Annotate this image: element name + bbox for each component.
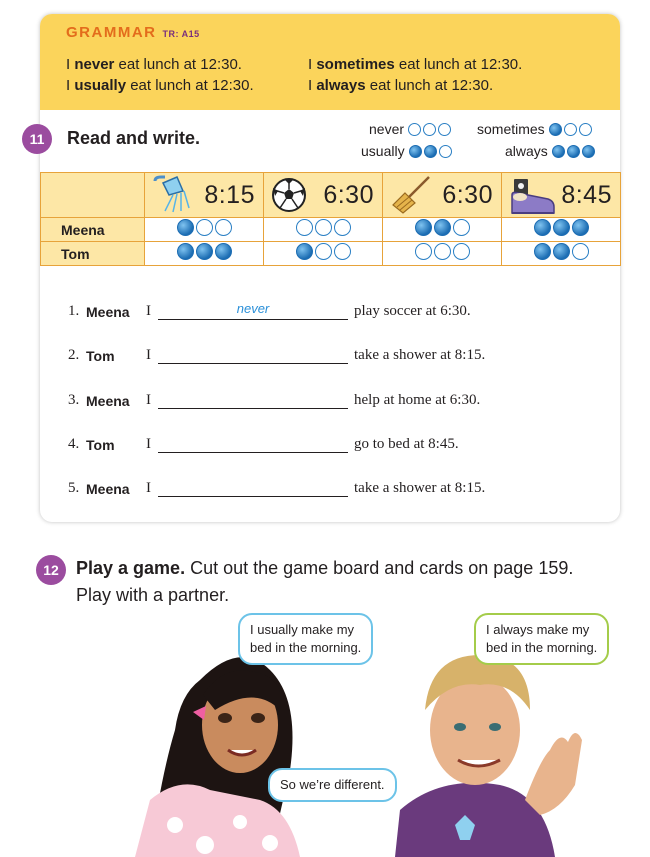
empty-dot [438, 123, 451, 136]
sentence-rest: go to bed at 8:45. [354, 436, 459, 452]
key-usually [361, 143, 452, 159]
grammar-title [66, 24, 200, 41]
grammar-line-always [308, 77, 493, 94]
filled-dot [534, 219, 551, 236]
frequency-dots [549, 123, 592, 136]
empty-dot [434, 243, 451, 260]
filled-dot [424, 145, 437, 158]
instruction-text: Cut out the game board and cards on page 159. [185, 558, 574, 578]
filled-dot [567, 145, 580, 158]
filled-dot [415, 219, 432, 236]
answer-blank[interactable] [158, 391, 348, 409]
table-corner [41, 173, 145, 218]
empty-dot [334, 219, 351, 236]
answer-blank[interactable] [158, 346, 348, 364]
filled-dot [552, 145, 565, 158]
frequency-dots [177, 219, 232, 236]
grammar-line-usually [66, 77, 254, 94]
empty-dot [196, 219, 213, 236]
frequency-dots [409, 145, 452, 158]
sentence-number: 5. [68, 480, 80, 496]
frequency-cell [264, 218, 383, 242]
frequency-dots [534, 243, 589, 260]
empty-dot [408, 123, 421, 136]
row-name: Meena [41, 218, 145, 242]
filled-dot [549, 123, 562, 136]
grammar-adverb: never [74, 56, 115, 73]
filled-dot [409, 145, 422, 158]
sentence-name: Tom [86, 348, 115, 364]
answer-blank[interactable] [158, 479, 348, 497]
empty-dot [453, 243, 470, 260]
track-number: TR: A15 [162, 29, 200, 39]
column-bed [502, 173, 621, 218]
column-soccer [264, 173, 383, 218]
sentence-number: 1. [68, 303, 80, 319]
grammar-line-never [66, 56, 242, 73]
exercise-number-badge: 12 [36, 555, 66, 585]
empty-dot [564, 123, 577, 136]
speech-bubble-boy [474, 613, 609, 665]
speech-bubble-girl [238, 613, 373, 665]
grammar-post: eat lunch at 12:30. [394, 56, 523, 73]
frequency-cell [502, 242, 621, 266]
column-time: 6:30 [323, 180, 374, 209]
sentence-4 [68, 435, 459, 453]
filled-dot [572, 219, 589, 236]
key-label: sometimes [477, 121, 545, 137]
exercise-title: Read and write. [67, 128, 201, 148]
bubble-line: I usually make my [250, 622, 355, 637]
frequency-cell [145, 242, 264, 266]
grammar-adverb: usually [74, 77, 127, 94]
sentence-name: Meena [86, 393, 130, 409]
frequency-dots [552, 145, 595, 158]
column-time: 8:45 [561, 180, 612, 209]
sentence-name: Tom [86, 437, 115, 453]
empty-dot [453, 219, 470, 236]
sentence-3 [68, 391, 480, 409]
filled-dot [582, 145, 595, 158]
grammar-post: eat lunch at 12:30. [365, 77, 494, 94]
empty-dot [579, 123, 592, 136]
filled-dot [553, 219, 570, 236]
frequency-cell [145, 218, 264, 242]
filled-dot [534, 243, 551, 260]
key-label: always [505, 143, 548, 159]
sentence-2 [68, 346, 485, 364]
empty-dot [296, 219, 313, 236]
frequency-cell [502, 218, 621, 242]
key-always [505, 143, 595, 159]
sentence-name: Meena [86, 481, 130, 497]
bubble-line: bed in the morning. [250, 640, 362, 655]
frequency-cell [383, 218, 502, 242]
sentence-subject: I [146, 347, 151, 363]
sentence-name: Meena [86, 304, 130, 320]
column-time: 6:30 [442, 180, 493, 209]
sentence-5 [68, 479, 485, 497]
grammar-post: eat lunch at 12:30. [126, 77, 254, 94]
soccer-ball-icon [270, 176, 308, 214]
column-time: 8:15 [204, 180, 255, 209]
exercise-instruction [76, 558, 573, 579]
sentence-1 [68, 302, 471, 320]
exercise-title: Play a game. [76, 558, 186, 578]
grammar-line-sometimes [308, 56, 522, 73]
bubble-line: bed in the morning. [486, 640, 598, 655]
bed-icon [508, 175, 556, 215]
grammar-pre: I [66, 77, 75, 94]
filled-dot [215, 243, 232, 260]
empty-dot [439, 145, 452, 158]
filled-dot [196, 243, 213, 260]
key-label: usually [361, 143, 405, 159]
sentence-number: 4. [68, 436, 80, 452]
sentence-rest: help at home at 6:30. [354, 392, 481, 408]
bubble-line: I always make my [486, 622, 590, 637]
bubble-line: So we’re different. [280, 777, 385, 792]
frequency-dots [534, 219, 589, 236]
filled-dot [553, 243, 570, 260]
shower-icon [151, 175, 201, 215]
empty-dot [423, 123, 436, 136]
grammar-pre: I [308, 56, 317, 73]
grammar-adverb: sometimes [316, 56, 395, 73]
grammar-post: eat lunch at 12:30. [114, 56, 242, 73]
filled-dot [434, 219, 451, 236]
frequency-dots [408, 123, 451, 136]
frequency-dots [415, 243, 470, 260]
empty-dot [415, 243, 432, 260]
row-name: Tom [41, 242, 145, 266]
sentence-number: 3. [68, 392, 80, 408]
answer-blank[interactable] [158, 435, 348, 453]
sentence-number: 2. [68, 347, 80, 363]
sentence-subject: I [146, 392, 151, 408]
filled-dot [177, 219, 194, 236]
sentence-subject: I [146, 436, 151, 452]
frequency-cell [264, 242, 383, 266]
empty-dot [315, 243, 332, 260]
frequency-cell [383, 242, 502, 266]
key-never [369, 121, 451, 137]
exercise-number-badge: 11 [22, 124, 52, 154]
frequency-table [40, 172, 621, 266]
answer-blank[interactable]: never [158, 302, 348, 320]
grammar-label: GRAMMAR [66, 24, 157, 41]
column-broom [383, 173, 502, 218]
frequency-dots [415, 219, 470, 236]
frequency-dots [177, 243, 232, 260]
sentence-rest: play soccer at 6:30. [354, 303, 471, 319]
grammar-pre: I [66, 56, 75, 73]
empty-dot [315, 219, 332, 236]
filled-dot [296, 243, 313, 260]
grammar-pre: I [308, 77, 317, 94]
filled-dot [177, 243, 194, 260]
frequency-dots [296, 219, 351, 236]
table-row-tom [41, 242, 621, 266]
column-shower [145, 173, 264, 218]
exercise-instruction-2: Play with a partner. [76, 585, 230, 605]
table-row-meena [41, 218, 621, 242]
empty-dot [334, 243, 351, 260]
frequency-dots [296, 243, 351, 260]
sentence-rest: take a shower at 8:15. [354, 347, 486, 363]
sentence-rest: take a shower at 8:15. [354, 480, 486, 496]
empty-dot [215, 219, 232, 236]
grammar-box [40, 14, 620, 110]
key-sometimes [477, 121, 592, 137]
table-header-row [41, 173, 621, 218]
key-label: never [369, 121, 405, 137]
broom-icon [389, 175, 433, 215]
grammar-adverb: always [316, 77, 366, 94]
sentence-subject: I [146, 303, 151, 319]
empty-dot [572, 243, 589, 260]
sentence-subject: I [146, 480, 151, 496]
speech-bubble-reply [268, 768, 397, 802]
